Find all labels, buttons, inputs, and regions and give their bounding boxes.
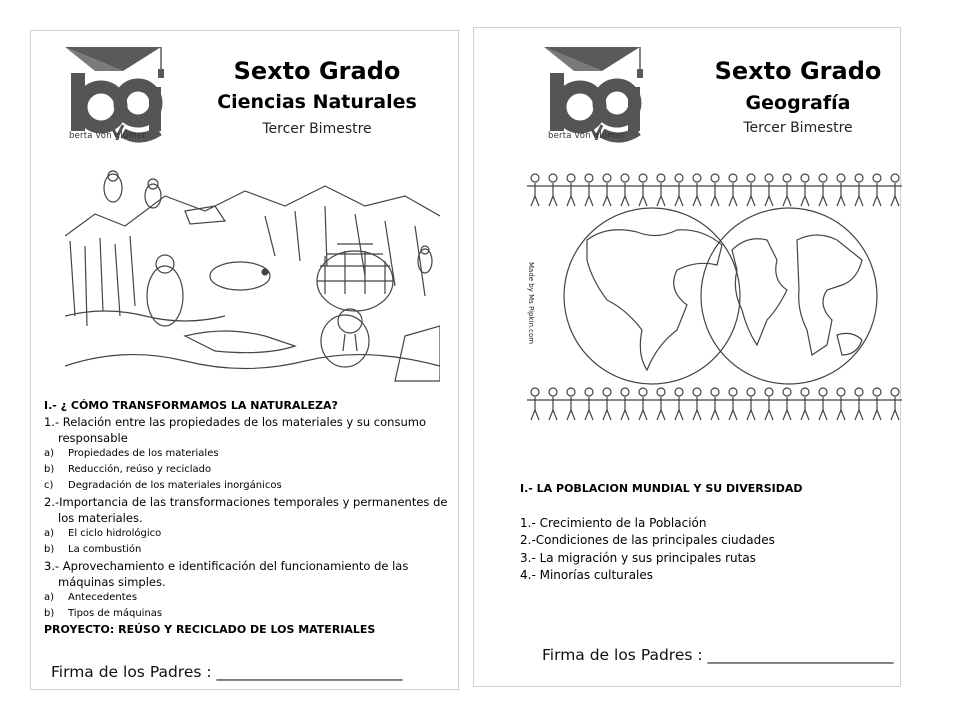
grade-title: Sexto Grado bbox=[233, 57, 401, 85]
subtopic: a) Propiedades de los materiales bbox=[44, 448, 219, 459]
subtopic: b) La combustión bbox=[44, 544, 142, 555]
topic-3: 3.- La migración y sus principales rutas bbox=[520, 550, 756, 565]
topic-1: 1.- Crecimiento de la Población bbox=[520, 515, 707, 530]
topic-4: 4.- Minorías culturales bbox=[520, 568, 654, 582]
unit-heading: I.- LA POBLACION MUNDIAL Y SU DIVERSIDAD bbox=[520, 482, 803, 495]
ciencias-content bbox=[44, 398, 449, 638]
unit-heading: I.- ¿ CÓMO TRANSFORMAMOS LA NATURALEZA? bbox=[44, 399, 338, 412]
subtopic: b) Tipos de máquinas bbox=[44, 608, 163, 619]
parent-signature-line: Firma de los Padres : ________________________ bbox=[542, 646, 894, 664]
period-label: Tercer Bimestre bbox=[743, 120, 853, 136]
logo-graphic bbox=[540, 43, 660, 143]
logo-brand-text: berta von glümer bbox=[69, 131, 147, 141]
ciencias-card bbox=[30, 30, 459, 690]
topic-2: 2.-Condiciones de las principales ciudades bbox=[520, 533, 775, 547]
grade-title: Sexto Grado bbox=[714, 57, 882, 85]
map-credit-text: Made by Ms Pipkin.com bbox=[527, 262, 535, 345]
arctic-illustration bbox=[65, 166, 440, 386]
subject-title: Geografía bbox=[745, 92, 851, 114]
geografia-card bbox=[473, 27, 901, 687]
subtopic: a) El ciclo hidrológico bbox=[44, 528, 162, 539]
subject-title: Ciencias Naturales bbox=[217, 91, 417, 113]
logo-graphic bbox=[61, 43, 181, 143]
period-label: Tercer Bimestre bbox=[262, 121, 372, 137]
subtopic: a) Antecedentes bbox=[44, 592, 138, 603]
topic-3: 3.- Aprovechamiento e identificación del funcionamiento de las máquinas simples. bbox=[44, 559, 409, 589]
school-logo bbox=[540, 43, 660, 143]
subtopic: b) Reducción, reúso y reciclado bbox=[44, 464, 212, 475]
parent-signature-line: Firma de los Padres : ________________________ bbox=[51, 663, 403, 681]
topic-1: 1.- Relación entre las propiedades de los materiales y su consumo responsable bbox=[44, 415, 426, 445]
geografia-content bbox=[520, 480, 890, 585]
subtopic: c) Degradación de los materiales inorgánicos bbox=[44, 480, 282, 491]
school-logo bbox=[61, 43, 181, 143]
world-map-illustration bbox=[527, 170, 902, 422]
logo-brand-text: berta von glümer bbox=[548, 131, 626, 141]
topic-2: 2.-Importancia de las transformaciones temporales y permanentes de los materiales. bbox=[44, 495, 448, 525]
project-heading: PROYECTO: REÚSO Y RECICLADO DE LOS MATERIALES bbox=[44, 623, 376, 636]
